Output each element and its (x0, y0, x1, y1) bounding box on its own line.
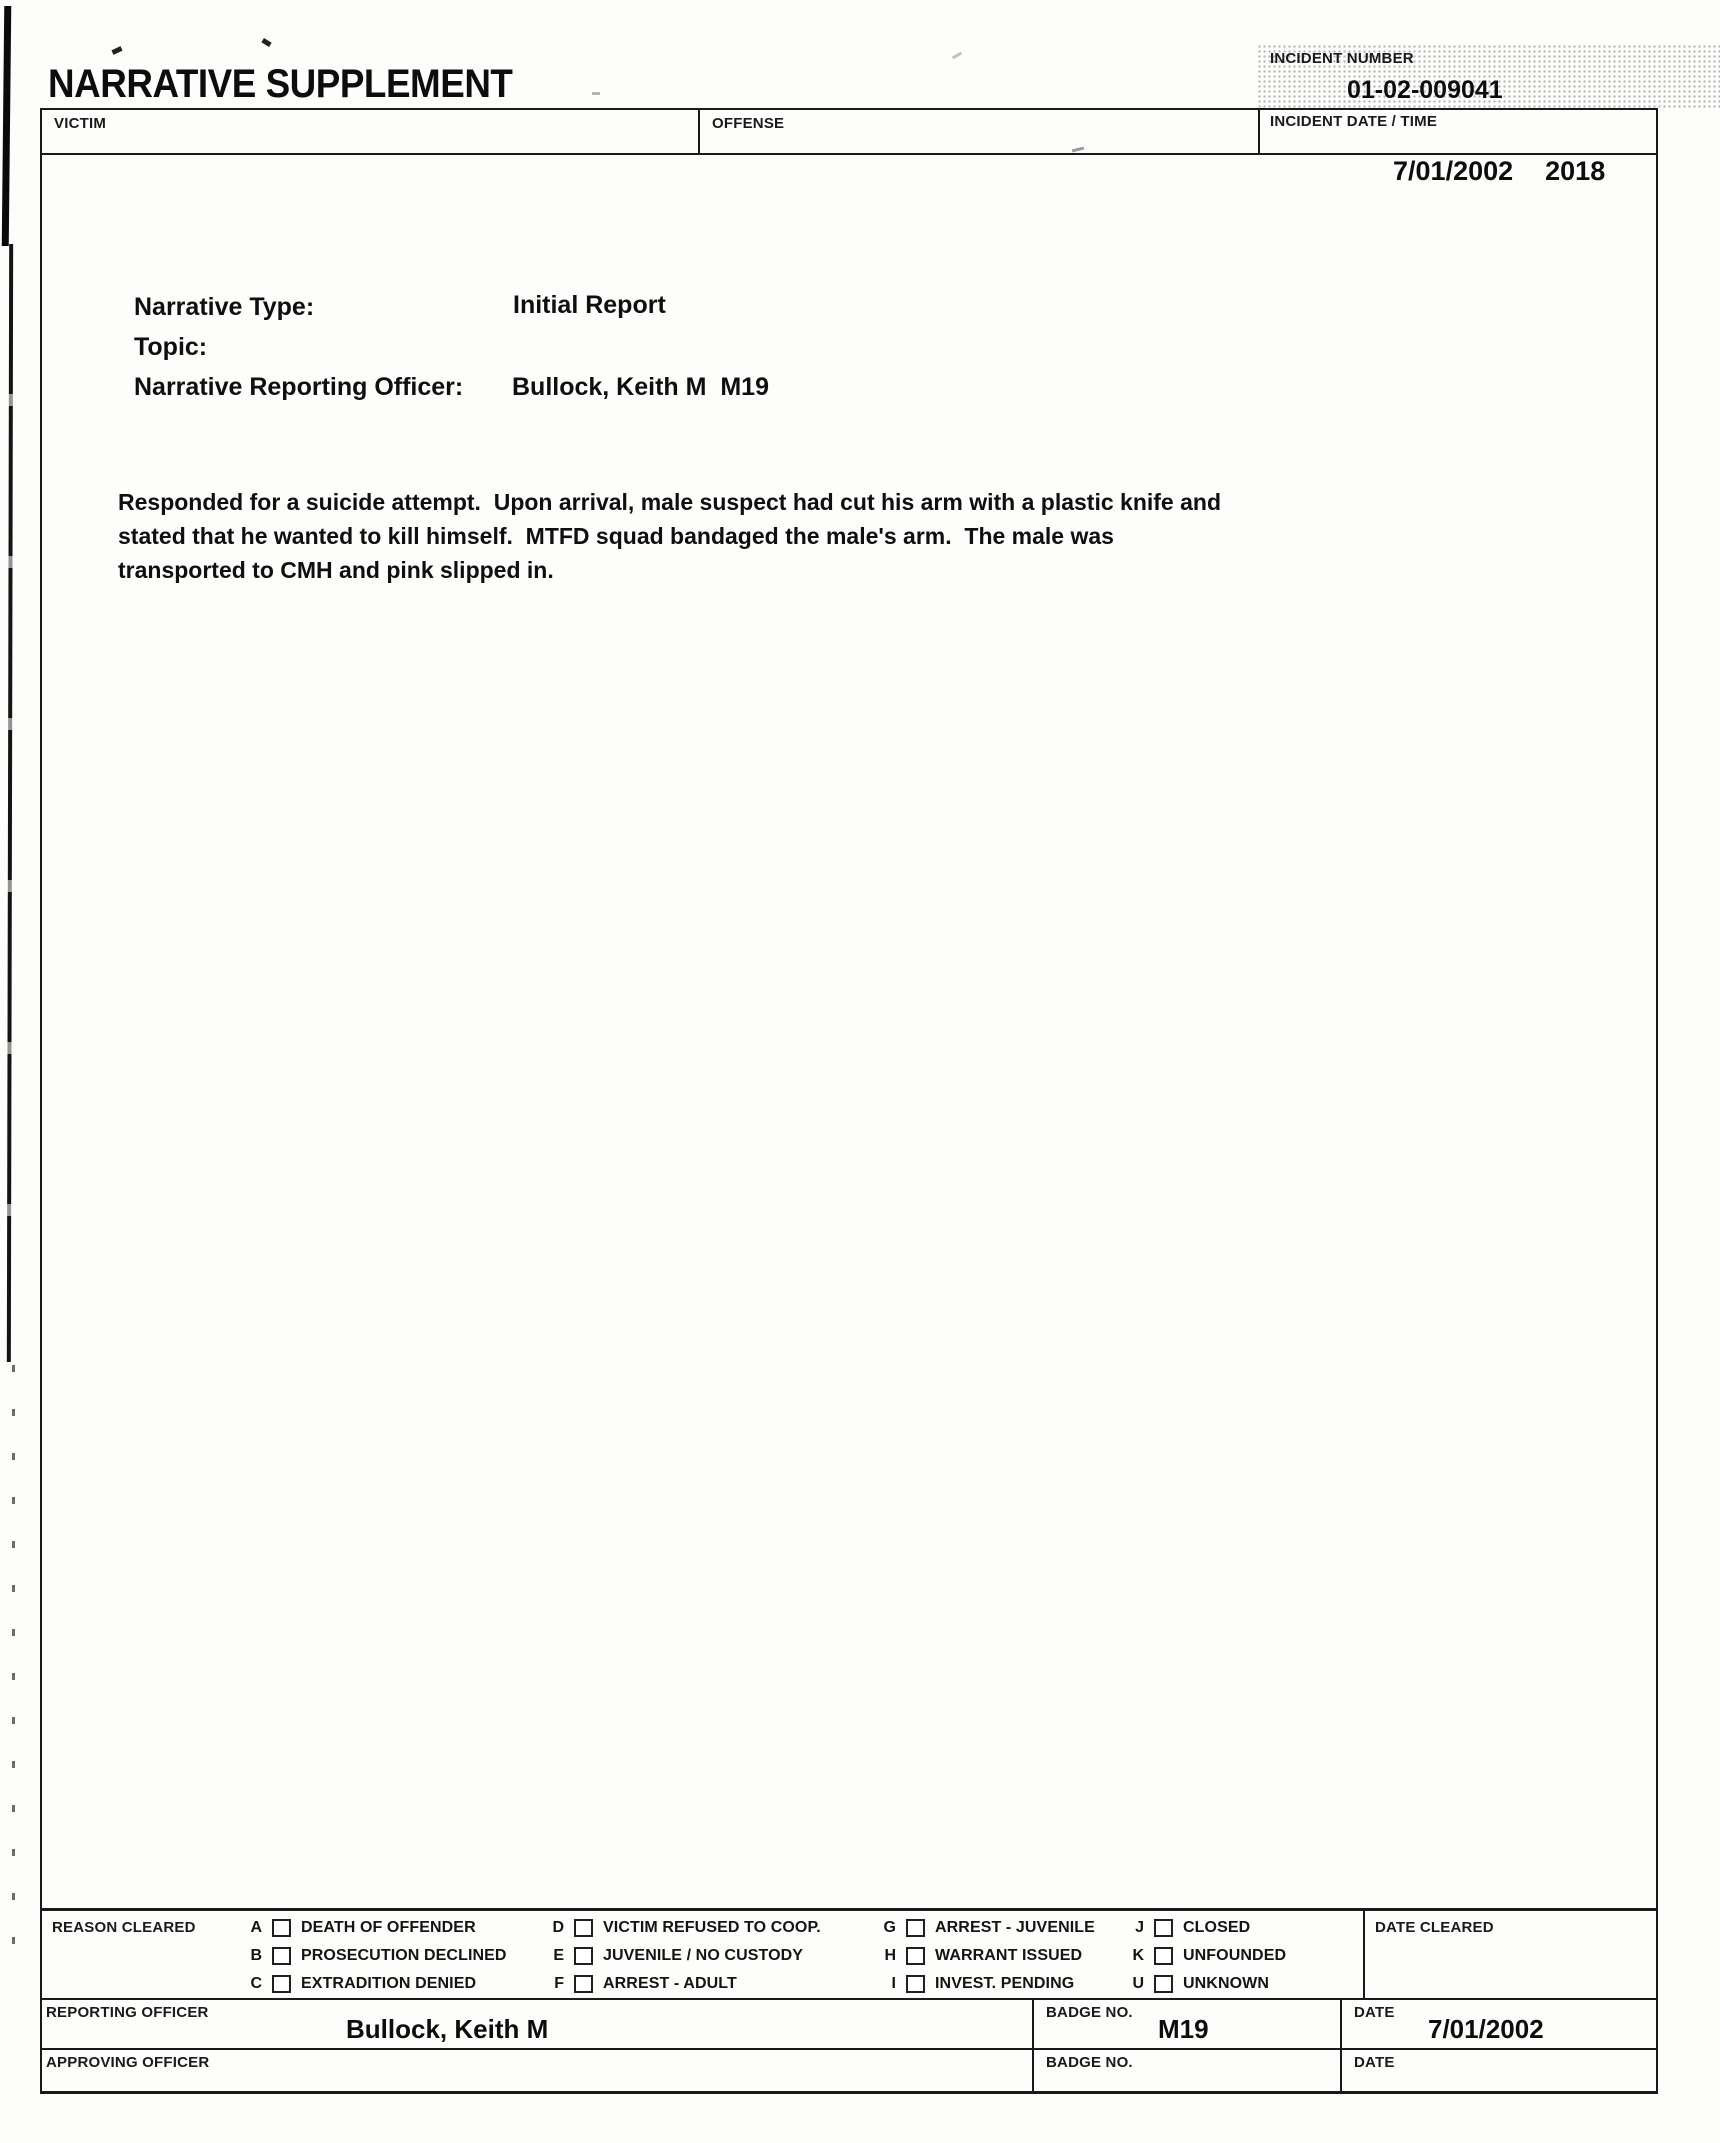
date-cleared-label: DATE CLEARED (1375, 1919, 1494, 1936)
option-label: INVEST. PENDING (935, 1975, 1075, 1992)
incident-number-label: INCIDENT NUMBER (1270, 50, 1414, 67)
scan-speck (111, 46, 122, 55)
option-label: UNFOUNDED (1183, 1947, 1287, 1964)
narrative-reporting-officer-value: Bullock, Keith M M19 (512, 373, 769, 401)
scan-edge-artifact-middle (7, 244, 13, 1362)
narrative-body-line: transported to CMH and pink slipped in. (118, 557, 554, 583)
narrative-body-line: stated that he wanted to kill himself. MTFD squad bandaged the male's arm. The male was (118, 523, 1114, 549)
approving-officer-label: APPROVING OFFICER (46, 2054, 210, 2071)
option-code: K (1132, 1947, 1144, 1964)
scan-edge-artifact-top (2, 6, 12, 246)
scan-speck (592, 92, 600, 95)
narrative-body-line: Responded for a suicide attempt. Upon arrival, male suspect had cut his arm with a plastic knife and (118, 489, 1221, 515)
date-divider (1340, 2000, 1342, 2048)
checkbox-h[interactable] (906, 1947, 925, 1965)
header-row (40, 108, 1658, 186)
checkbox-d[interactable] (574, 1919, 593, 1937)
narrative-body (118, 485, 1221, 587)
offense-datetime-divider (1258, 110, 1260, 153)
option-code: G (883, 1919, 896, 1936)
option-code: C (250, 1975, 262, 1992)
checkbox-g[interactable] (906, 1919, 925, 1937)
option-label: WARRANT ISSUED (935, 1947, 1083, 1964)
approving-officer-row (40, 2050, 1658, 2094)
reporting-officer-row (40, 2000, 1658, 2050)
option-code: A (250, 1919, 262, 1936)
option-label: EXTRADITION DENIED (301, 1975, 477, 1992)
form-title: NARRATIVE SUPPLEMENT (48, 62, 513, 106)
option-label: UNKNOWN (1183, 1975, 1270, 1992)
reason-option-f (548, 1974, 737, 1994)
reason-cleared-section (40, 1908, 1658, 2000)
checkbox-e[interactable] (574, 1947, 593, 1965)
date-divider (1340, 2050, 1342, 2091)
date-label: DATE (1354, 2054, 1395, 2071)
narrative-type-label: Narrative Type: (134, 293, 315, 321)
incident-number-field (1257, 44, 1720, 108)
reason-cleared-label: REASON CLEARED (52, 1919, 196, 1936)
option-code: B (250, 1947, 262, 1964)
badge-no-label: BADGE NO. (1046, 2054, 1133, 2071)
victim-label: VICTIM (54, 115, 107, 132)
reason-option-u (1128, 1974, 1269, 1994)
scan-speck (261, 38, 271, 47)
option-label: DEATH OF OFFENDER (301, 1919, 476, 1936)
option-code: J (1135, 1919, 1144, 1936)
reason-option-a (246, 1918, 476, 1938)
reporting-officer-label: REPORTING OFFICER (46, 2004, 209, 2021)
option-code: U (1132, 1975, 1144, 1992)
reason-option-k (1128, 1946, 1286, 1966)
reporting-badge-value: M19 (1158, 2014, 1209, 2044)
checkbox-c[interactable] (272, 1975, 291, 1993)
option-label: JUVENILE / NO CUSTODY (603, 1947, 804, 1964)
reporting-officer-name: Bullock, Keith M (346, 2014, 549, 2044)
option-label: VICTIM REFUSED TO COOP. (603, 1919, 821, 1936)
date-cleared-divider (1363, 1911, 1365, 1998)
reason-option-i (880, 1974, 1074, 1994)
option-code: I (891, 1975, 896, 1992)
date-label: DATE (1354, 2004, 1395, 2021)
scan-edge-artifact-dashes (12, 1365, 15, 1965)
reason-option-d (548, 1918, 821, 1938)
victim-offense-divider (698, 110, 700, 153)
badge-divider (1032, 2050, 1034, 2091)
checkbox-b[interactable] (272, 1947, 291, 1965)
option-label: PROSECUTION DECLINED (301, 1947, 507, 1964)
checkbox-a[interactable] (272, 1919, 291, 1937)
checkbox-f[interactable] (574, 1975, 593, 1993)
narrative-reporting-officer-label: Narrative Reporting Officer: (134, 373, 464, 401)
option-label: ARREST - JUVENILE (935, 1919, 1095, 1936)
option-code: H (884, 1947, 896, 1964)
option-code: D (552, 1919, 564, 1936)
reason-option-c (246, 1974, 476, 1994)
narrative-area (40, 155, 1658, 1908)
reporting-date-value: 7/01/2002 (1428, 2014, 1544, 2044)
narrative-type-value: Initial Report (513, 291, 666, 319)
checkbox-k[interactable] (1154, 1947, 1173, 1965)
badge-divider (1032, 2000, 1034, 2048)
badge-no-label: BADGE NO. (1046, 2004, 1133, 2021)
checkbox-u[interactable] (1154, 1975, 1173, 1993)
topic-label: Topic: (134, 333, 208, 361)
offense-label: OFFENSE (712, 115, 785, 132)
incident-number-value: 01-02-009041 (1347, 76, 1503, 104)
reason-option-e (548, 1946, 803, 1966)
option-code: F (554, 1975, 564, 1992)
option-code: E (553, 1947, 564, 1964)
checkbox-i[interactable] (906, 1975, 925, 1993)
reason-option-b (246, 1946, 507, 1966)
option-label: ARREST - ADULT (603, 1975, 737, 1992)
scan-speck (952, 52, 962, 60)
incident-datetime-label: INCIDENT DATE / TIME (1270, 113, 1438, 130)
option-label: CLOSED (1183, 1919, 1251, 1936)
reason-option-h (880, 1946, 1082, 1966)
incident-date: 7/01/2002 (1393, 156, 1514, 186)
reason-option-j (1128, 1918, 1250, 1938)
checkbox-j[interactable] (1154, 1919, 1173, 1937)
reason-option-g (880, 1918, 1095, 1938)
incident-time: 2018 (1545, 156, 1606, 186)
